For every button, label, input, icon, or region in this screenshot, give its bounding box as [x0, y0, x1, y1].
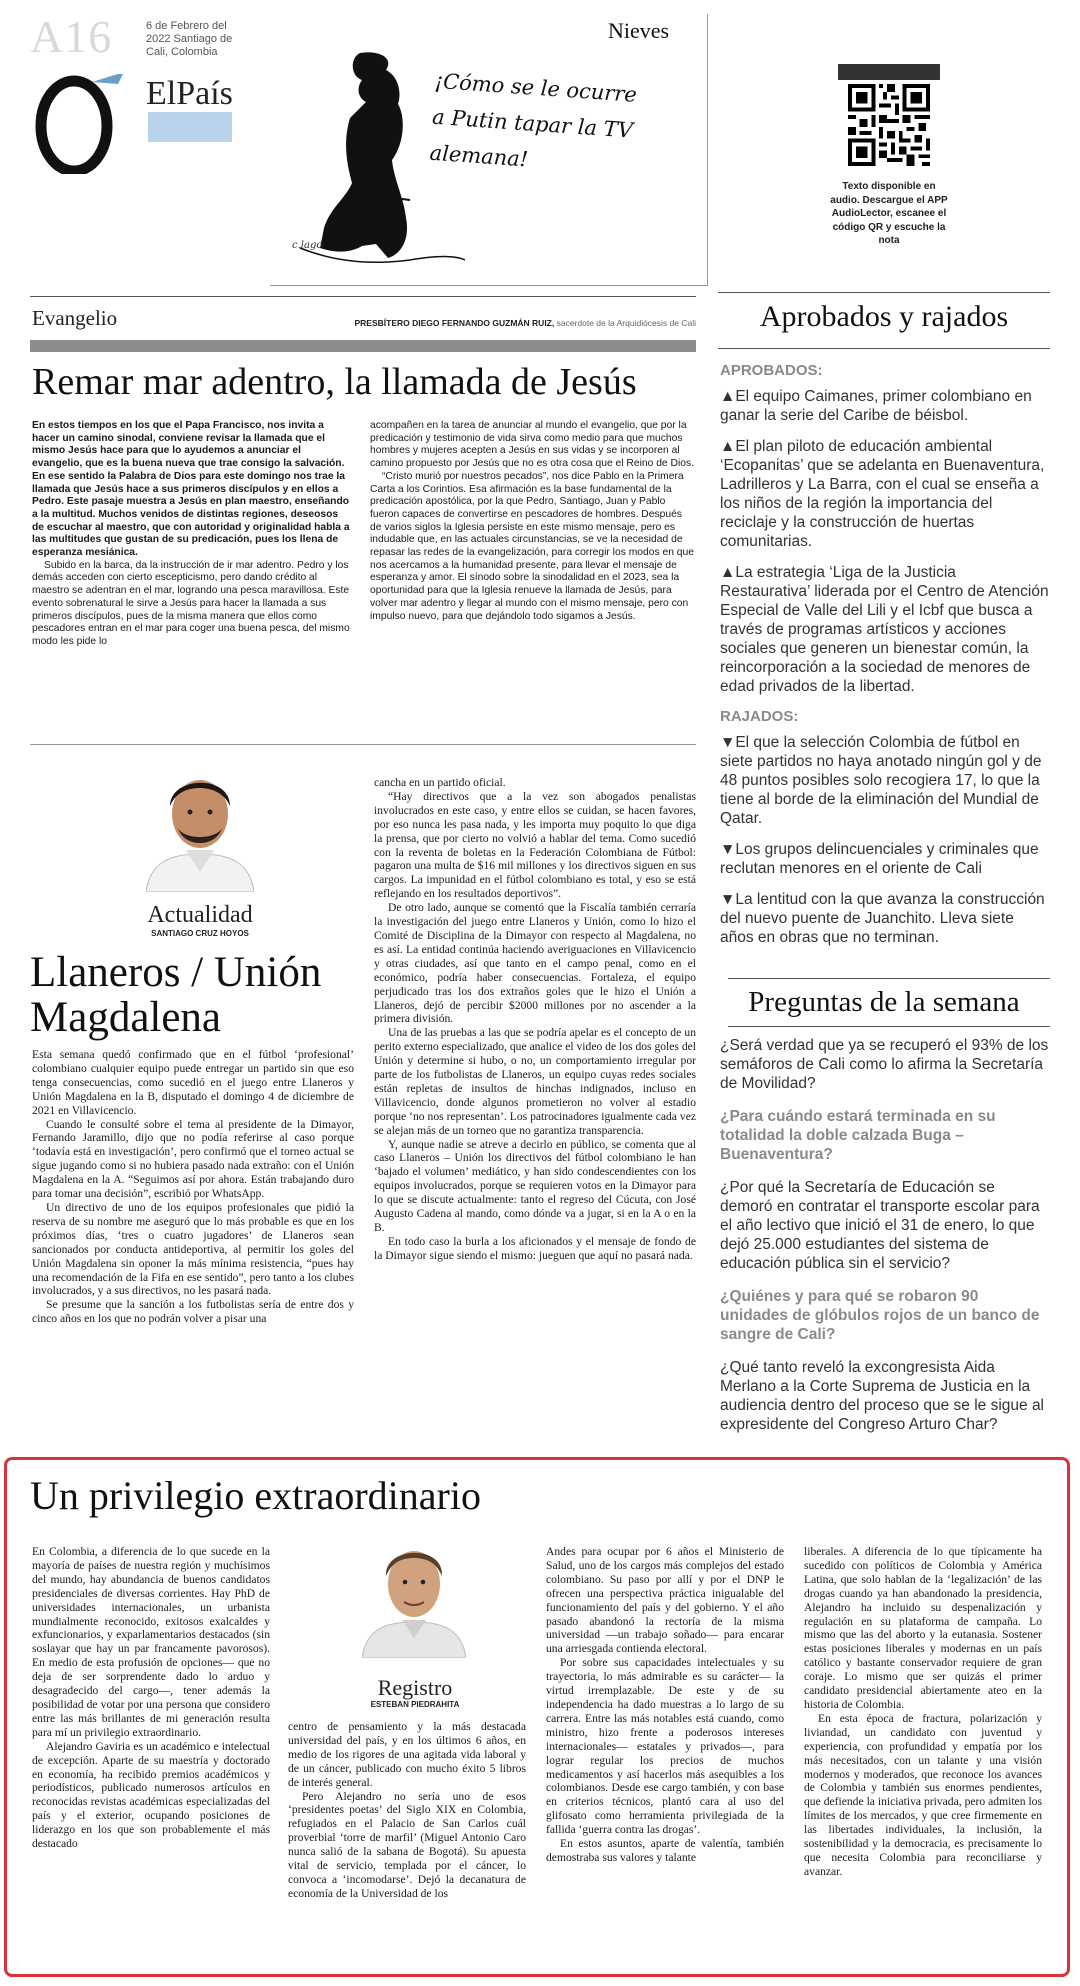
preguntas-list: [720, 1036, 1050, 1448]
divider: [30, 296, 696, 297]
cartoon-caption: ¡Cómo se le ocurre a Putin tapar la TV alemana!: [428, 68, 638, 172]
actualidad-headline: Llaneros / Unión Magdalena: [30, 949, 322, 1041]
aprobados-list: [720, 356, 1050, 959]
brand-name: ElPaís: [146, 75, 233, 112]
evangelio-paragraph: “Cristo murió por nuestros pecados”, nos dice Pablo en la Primera Carta a los Corintios. Esa afirmación es la base fundamental de la predicación apostólica, por la que Pedro, Santiago, Juan y Pablo fueron capaces de convertirse en pescadores de hombres. Después de varios siglos la Iglesia persiste en este mismo mensaje, pero es indudable que, en las actuales circunstancias, se ve la necesidad de repasar las redes de la evangelización, para corregir los modos en que nos acercamos a la humanidad presente, para llevar el mensaje de esperanza y amor. El sínodo sobre la sinodalidad en el 2023, sea la oportunidad para que la Iglesia renueve la llamada de Jesús, para volver mar adentro y llegar al mundo con el mismo mensaje, pero con impulso nuevo, para que dejándolo todo sigamos a Jesús.: [370, 470, 694, 622]
actualidad-paragraph: “Hay directivos que a la vez son abogados penalistas involucrados en este caso, y entre ellos se cuidan, se hacen favores, por eso nunca les pasa nada, y les importa muy poquito lo que diga la prensa, que por cierto no volvió a hablar del tema. Como sucedió con la reventa de boletas en la Federación Colombiana de Fútbol: pagaron una multa de $16 mil millones y los directivos siguen en sus cargos. La impunidad en el fútbol colombiano es total, y eso se está reflejando en los resultados deportivos”.: [374, 789, 696, 901]
actualidad-paragraph: Y, aunque nadie se atreve a decirlo en público, se comenta que al caso Llaneros – Unión los directivos del fútbol colombiano le han ‘bajado el volumen’ mediático, y han sido condescendientes con los equipos involucrados, porque se requieren votos en la Dimayor para lo que se discute actualmente: tanto el regreso del Cúcuta, con José Augusto Cadena al mando, como dónde va a jugar, si en la A o en la B.: [374, 1137, 696, 1234]
pregunta-item: ¿Será verdad que ya se recuperó el 93% de los semáforos de Cali como lo afirma la Secretaría de Movilidad?: [720, 1037, 1049, 1092]
aprobado-item: ▲El equipo Caimanes, primer colombiano en ganar la serie del Caribe de béisbol.: [720, 388, 1032, 424]
cartoonist-name: Nieves: [608, 18, 670, 43]
aprobado-item: ▲El plan piloto de educación ambiental ‘Ecopanitas’ que se adelanta en Buenaventura, Ladrilleros y La Barra, con el cual se enseña a los niños de la región la importancia del reciclaje y la construcción de huertas comunitarias.: [720, 438, 1045, 550]
cartoon-signature: c.lago: [292, 240, 323, 251]
registro-col-3: [546, 1545, 784, 1865]
divider: [728, 978, 1050, 979]
divider: [718, 348, 1050, 349]
registro-paragraph: En Colombia, a diferencia de lo que sucede en la mayoría de países de nuestra región y muchísimos del mundo, hay abundancia de buenos candidatos presidenciales de diversas corrientes. Hay PhD de universidades internacionales, un urbanista mundialmente reconocido, exitosos exalcaldes y exfuncionarios, y exparlamentarios destacados (sin soslayar que hay un par francamente pavorosos). En medio de esta profusión de opciones— que no deja de ser sorprendente dado lo arduo y desagradecido del cargo—, tener además la posibilidad de votar por una persona que considero entre las más brillantes de mi generación resulta para mí un privilegio extraordinario.: [32, 1545, 270, 1739]
qr-code[interactable]: [848, 84, 930, 166]
columnist-photo: [146, 762, 254, 892]
edition-date: 6 de Febrero del 2022 Santiago de Cali, Colombia: [146, 20, 233, 58]
registro-paragraph: En esta época de fractura, polarización y liviandad, un candidato con juventud y experiencia, con profundidad y empatía por los más necesitados, con un talante y una visión modernos y moderados, que reconoce los avances de Colombia y también sus enormes pendientes, que defiende la iniciativa privada, pero admiten los límites de los mercados, y que cree firmemente en las libertades individuales, la inclusión, la sostenibilidad y la democracia, es precisamente lo que necesita Colombia para reconciliarse y avanzar.: [804, 1711, 1042, 1878]
columnist-name: ESTEBAN PIEDRAHITA: [370, 1700, 460, 1709]
registro-headline: Un privilegio extraordinario: [30, 1473, 481, 1518]
evangelio-headline: Remar mar adentro, la llamada de Jesús: [32, 361, 637, 403]
actualidad-paragraph: En todo caso la burla a los aficionados y el mensaje de fondo de la Dimayor sigue siendo el mismo: jueguen que aquí no pasará nada.: [374, 1234, 696, 1262]
pregunta-item: ¿Quiénes y para qué se robaron 90 unidades de glóbulos rojos de un banco de sangre de Cali?: [720, 1288, 1040, 1343]
registro-col-2: [288, 1720, 526, 1901]
registro-paragraph: Andes para ocupar por 6 años el Ministerio de Salud, uno de los cargos más complejos del estado colombiano. Su paso por allí y por el DNP le ofrecen una perspectiva práctica inigualable del funcionamiento del país y del gobierno. Y el año pasado abandonó la rectoría de la misma universidad —un trabajo soñado— para encarar una arriesgada contienda electoral.: [546, 1545, 784, 1656]
evangelio-byline: [300, 318, 696, 328]
grey-bar: [30, 340, 696, 352]
aprobados-title: Aprobados y rajados: [759, 300, 1009, 333]
pregunta-item: ¿Para cuándo estará terminada en su totalidad la doble calzada Buga – Buenaventura?: [720, 1108, 996, 1163]
rajado-item: ▼La lentitud con la que avanza la construcción del nuevo puente de Juanchito. Lleva siete años en obras que no terminan.: [720, 891, 1045, 946]
actualidad-paragraph: cancha en un partido oficial.: [374, 776, 506, 789]
actualidad-paragraph: Cuando le consulté sobre el tema al presidente de la Dimayor, Fernando Jaramillo, dijo que no podía referirse al caso porque ‘todavía está en investigación’, pero confirmó que el torneo actual se sigue jugando como si no hubiera pasado nada extraño: con el Unión Magdalena en la A. “Seguimos así por ahora. Están trabajando duro para tomar una decisión”, escribió por WhatsApp.: [32, 1117, 354, 1201]
columnist-photo: [362, 1534, 466, 1658]
columnist-name: SANTIAGO CRUZ HOYOS: [151, 929, 249, 938]
actualidad-paragraph: De otro lado, aunque se comentó que la Fiscalía también cerraría la investigación del juego entre Llaneros y Unión, como lo hizo el Comité de Disciplina de la Dimayor con respecto al Magdalena, no es así. La entidad continúa haciendo averiguaciones en Villavicencio y otras ciudades, así que tanto en el campo penal, como en el económico, podría haber consecuencias. Fortaleza, el equipo perjudicado tras los dos extraños goles que le hizo el Unión a Llaneros, dejó de percibir $2000 millones por no ascender a la primera división.: [374, 901, 696, 1026]
actualidad-paragraph: Una de las pruebas a las que se podría apelar es el concepto de un perito externo especializado, que analice el video de los dos goles del Unión y determine si hubo, o no, un comportamiento irregular por parte de los futbolistas de Llaneros, un equipo cuyas redes sociales están repletas de insultos de hinchas indignados, incluso en Villavicencio, donde algunos prometieron no volver al estadio porque ‘no nos representan’. Los patrocinadores igualmente cada vez se alejan más de un torneo que no garantiza transparencia.: [374, 1026, 696, 1137]
actualidad-col-2: [374, 776, 696, 1263]
actualidad-paragraph: Esta semana quedó confirmado que en el fútbol ‘profesional’ colombiano cualquier equipo puede entregar un partido sin que eso tenga consecuencias, como sucedió en el juego entre Llaneros y Unión Magdalena en la B, disputado el domingo 4 de diciembre de 2021 en Villavicencio.: [32, 1048, 354, 1117]
actualidad-paragraph: Se presume que la sanción a los futbolistas sería de entre dos y cinco años en los que no podrán volver a pisar una: [32, 1298, 354, 1326]
divider: [718, 292, 1050, 293]
preguntas-title: Preguntas de la semana: [748, 986, 1020, 1018]
registro-paragraph: Pero Alejandro no sería uno de esos ‘presidentes poetas’ del Siglo XIX en Colombia, refugiados en el Palacio de San Carlos cuál proverbial ‘torre de marfil’ (Miguel Antonio Caro nunca salió de la sabana de Bogotá). Su apuesta vital de servicio, templada por el cáncer, lo convoca a ‘incomodarse’. Dejó la decanatura de economía de la Universidad de los: [288, 1789, 526, 1900]
rajado-item: ▼El que la selección Colombia de fútbol en siete partidos no haya anotado ningún gol y de 48 puntos posibles solo recogiera 17, lo que la tiene al borde de la eliminación del Mundial de Qatar.: [720, 734, 1042, 827]
page-number: A16: [30, 11, 113, 62]
rajado-item: ▼Los grupos delincuenciales y criminales que reclutan menores en el oriente de Cali: [720, 841, 1039, 877]
evangelio-paragraph: acompañen en la tarea de anunciar al mundo el evangelio, que por la predicación y testimonio de vida sirva como medio para que muchos hombres y mujeres acepten a Jesús en sus vidas y se incorporen al camino propuesto por Jesús que no es otra cosa que el Reino de Dios.: [370, 420, 694, 470]
byline-role: sacerdote de la Arquidiócesis de Cali: [554, 318, 696, 328]
section-evangelio: Evangelio: [32, 306, 118, 330]
registro-paragraph: En estos asuntos, aparte de valentía, también demostraba sus valores y talante: [546, 1837, 784, 1864]
evangelio-paragraph: Subido en la barca, da la instrucción de ir mar adentro. Pedro y los demás acceden con cierto escepticismo, pero dando crédito al maestro se adentran en el mar, logrando una pesca maravillosa. Este evento sobrenatural le sirve a Jesús para hacer la llamada a sus primeros discípulos, pues de la misma manera que ellos como pescadores entran en el mar para coger una buena pesca, del mismo modo les pide lo: [32, 559, 350, 647]
registro-paragraph: Por sobre sus capacidades intelectuales y su trayectoria, lo más admirable es su carácter— la virtud irremplazable. De este y de su independencia ha dado muestras a lo largo de su carrera. Entre las más notables está cuando, como ministro, hizo frente a poderosos intereses internacionales— estatales y privados—, para lograr regular los precios de muchos medicamentos y así hacerlos más asequibles a los colombianos. Desde ese cargo también, y con base en criterios técnicos, plantó cara al uso del glifosato como herramienta privilegiada de la fallida ‘guerra contra las drogas’.: [546, 1656, 784, 1837]
rajados-label: RAJADOS:: [720, 708, 799, 725]
pregunta-item: ¿Qué tanto reveló la excongresista Aida Merlano a la Corte Suprema de Justicia en la audiencia dentro del proceso que se le sigue al expresidente del Congreso Arturo Char?: [720, 1359, 1045, 1433]
qr-instructions: Texto disponible en audio. Descargue el APP AudioLector, escanee el código QR y escuche la nota: [830, 181, 948, 246]
byline-author: PRESBÍTERO DIEGO FERNANDO GUZMÁN RUIZ,: [354, 318, 555, 328]
registro-paragraph: centro de pensamiento y la más destacada universidad del país, y en los últimos 6 años, en medio de los rigores de una agitada vida laboral y de un cáncer, publicado con mucho éxito 5 libros de interés general.: [288, 1720, 526, 1789]
actualidad-paragraph: Un directivo de uno de los equipos profesionales que pidió la reserva de su nombre me aseguró que lo más probable es que en los próximos días, ‘tres o cuatro jugadores’ de Llaneros sean sancionados por conducta antideportiva, al permitir los goles del Unión Magdalena sin oponer la más mínima resistencia, “pues hay una recomendación de la Fifa en ese sentido”, pero tanto a los clubes involucrados, y a sus directivos, no les pasará nada.: [32, 1200, 354, 1298]
registro-paragraph: Alejandro Gaviria es un académico e intelectual de excepción. Aparte de su maestría y doctorado en economía, ha recibido premios académicos y periodísticos, publicado numerosos artículos en reconocidas revistas académicas especializadas del país y el exterior, ocupando posiciones de liderazgo en los que son probablemente el más destacado: [32, 1739, 270, 1851]
aprobados-label: APROBADOS:: [720, 362, 823, 379]
divider: [30, 744, 696, 745]
pregunta-item: ¿Por qué la Secretaría de Educación se demoró en contratar el transporte escolar para el año lectivo que inició el 31 de enero, lo que dejó 25.000 estudiantes del sistema de educación pública sin el servicio?: [720, 1179, 1040, 1272]
evangelio-col-1: [32, 420, 350, 649]
aprobado-item: ▲La estrategia ‘Liga de la Justicia Restaurativa’ liderada por el Centro de Atención Especial de Valle del Lili y el Icbf que busca a través de programas artísticos y acciones sociales que generen un bienestar común, la reincorporación a la sociedad de menores de edad privados de la libertad.: [720, 564, 1049, 695]
evangelio-col-2: [370, 420, 696, 623]
actualidad-col-1: [32, 1048, 354, 1326]
divider: [728, 1026, 1050, 1027]
registro-col-4: [804, 1545, 1042, 1879]
section-actualidad: Actualidad: [147, 902, 253, 928]
registro-paragraph: liberales. A diferencia de lo que típicamente ha sucedido con políticos de Colombia y América Latina, que solo hablan de la ‘legalización’ de las drogas cuando ya han abandonado la presidencia, Alejandro ha incluido su despenalización y regulación en su plataforma de campaña. Lo mismo que las del aborto y la eutanasia. Sostener estas posiciones liberales y modernas en un país católico y bastante conservador requiere de gran coraje. Lo mismo que ser quizás el primer candidato presidencial abiertamente ateo en la historia de Colombia.: [804, 1545, 1042, 1711]
section-registro: Registro: [377, 1675, 453, 1700]
registro-col-1: [32, 1545, 270, 1851]
qr-header-bar: [838, 64, 940, 80]
evangelio-lead: En estos tiempos en los que el Papa Francisco, nos invita a hacer un camino sinodal, conviene revisar la llamada que el mismo Jesús hace para que lo ayudemos a anunciar el evangelio, que es la buena nueva que trae consigo la salvación. En ese sentido la Palabra de Dios para este domingo nos trae la llamada que Jesús hace a sus primeros discípulos y en ellos a Pedro. Este pasaje muestra a Jesús en plan maestro, enseñando a la multitud. Muchos venidos de distintas regiones, deseosos de escuchar al maestro, que con autoridad y originalidad habla a las multitudes que gustan de su predicación, pues los llena de esperanza mesiánica.: [32, 420, 350, 559]
